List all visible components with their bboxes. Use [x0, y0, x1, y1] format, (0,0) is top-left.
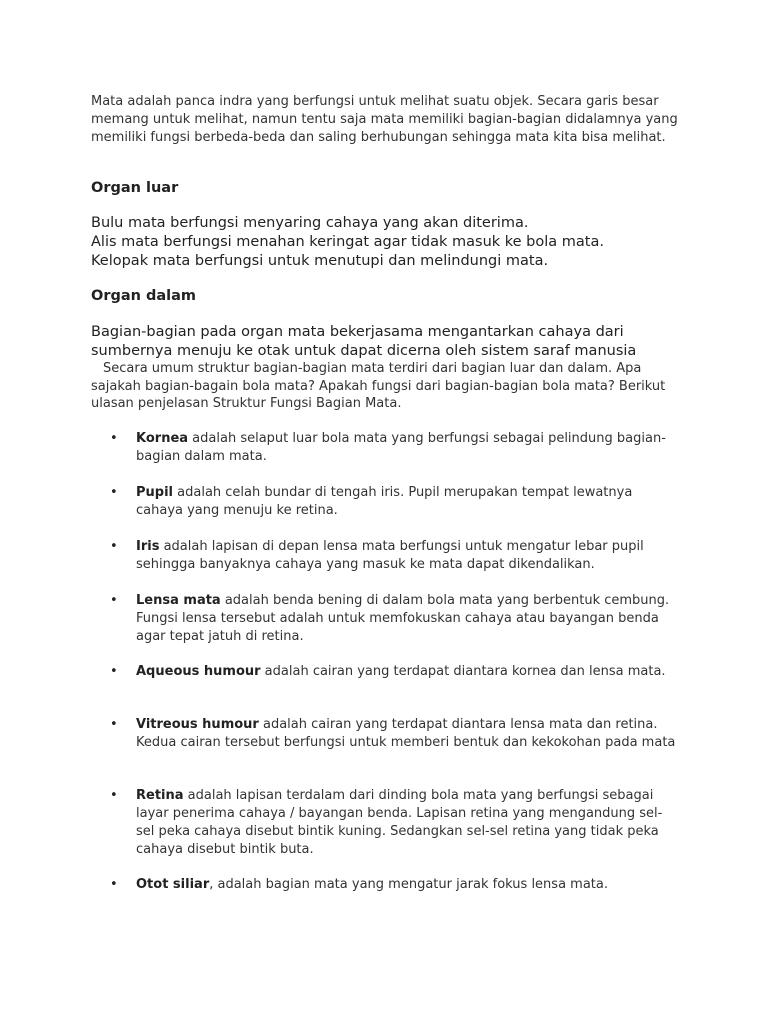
part-desc: adalah benda bening di dalam bola mata yang berbentuk cembung. Fungsi lensa tersebut adalah untuk memfokuskan cahaya atau bayangan benda agar tepat jatuh di retina. [136, 593, 670, 644]
intro-paragraph: Mata adalah panca indra yang berfungsi untuk melihat suatu objek. Secara garis besar memang untuk melihat, namun tentu saja mata memiliki bagian-bagian didalamnya yang memiliki fungsi berbeda-beda dan saling berhubungan sehingga mata kita bisa melihat. [91, 94, 678, 145]
organ-luar-line: Bulu mata berfungsi menyaring cahaya yang akan diterima. [91, 215, 529, 231]
part-term: Vitreous humour [136, 717, 259, 732]
organ-luar-line: Alis mata berfungsi menahan keringat agar tidak masuk ke bola mata. [91, 234, 604, 250]
part-desc: adalah cairan yang terdapat diantara lensa mata dan retina. Kedua cairan tersebut berfungsi untuk memberi bentuk dan kekokohan pada mata [136, 717, 676, 750]
part-desc: , adalah bagian mata yang mengatur jarak fokus lensa mata. [209, 877, 608, 892]
part-desc: adalah lapisan di depan lensa mata berfungsi untuk mengatur lebar pupil sehingga banyaknya cahaya yang masuk ke mata dapat dikendalikan. [136, 539, 644, 572]
list-item [110, 538, 676, 574]
part-desc: adalah celah bundar di tengah iris. Pupil merupakan tempat lewatnya cahaya yang menuju ke retina. [136, 485, 633, 518]
bullet: • [110, 877, 118, 892]
part-term: Iris [136, 539, 160, 554]
bullet: • [110, 539, 118, 554]
list-item [110, 716, 676, 752]
list-item [110, 876, 676, 894]
organ-luar-line: Kelopak mata berfungsi untuk menutupi dan melindungi mata. [91, 253, 549, 269]
struktur-paragraph: Secara umum struktur bagian-bagian mata terdiri dari bagian luar dan dalam. Apa sajakah bagian-bagain bola mata? Apakah fungsi dari bagian-bagian bola mata? Berikut ulasan penjelasan Struktur Fungsi Bagian Mata. [91, 361, 666, 411]
bullet: • [110, 664, 118, 679]
part-term: Aqueous humour [136, 664, 261, 679]
bullet: • [110, 485, 118, 500]
organ-luar-text [91, 214, 711, 271]
bullet: • [110, 593, 118, 608]
bullet: • [110, 431, 118, 446]
part-term: Retina [136, 788, 184, 803]
organ-dalam-text [91, 323, 731, 361]
organ-dalam-line: Bagian-bagian pada organ mata bekerjasama mengantarkan cahaya dari [91, 324, 624, 340]
part-term: Lensa mata [136, 593, 221, 608]
list-item [110, 787, 676, 859]
bullet: • [110, 788, 118, 803]
organ-dalam-line: sumbernya menuju ke otak untuk dapat dicerna oleh sistem saraf manusia [91, 343, 637, 359]
bullet: • [110, 717, 118, 732]
part-desc: adalah selaput luar bola mata yang berfungsi sebagai pelindung bagian-bagian dalam mata. [136, 431, 666, 464]
list-item [110, 430, 676, 466]
list-item [110, 592, 676, 646]
heading-organ-luar: Organ luar [91, 180, 179, 196]
list-item [110, 663, 676, 681]
list-item [110, 484, 676, 520]
part-term: Otot siliar [136, 877, 210, 892]
part-term: Pupil [136, 485, 174, 500]
part-desc: adalah lapisan terdalam dari dinding bola mata yang berfungsi sebagai layar penerima cahaya / bayangan benda. Lapisan retina yang mengandung sel-sel peka cahaya disebut bintik kuning. Sedangkan sel-sel retina yang tidak peka cahaya disebut bintik buta. [136, 788, 663, 857]
part-desc: adalah cairan yang terdapat diantara kornea dan lensa mata. [260, 664, 666, 679]
part-term: Kornea [136, 431, 189, 446]
heading-organ-dalam: Organ dalam [91, 288, 197, 304]
